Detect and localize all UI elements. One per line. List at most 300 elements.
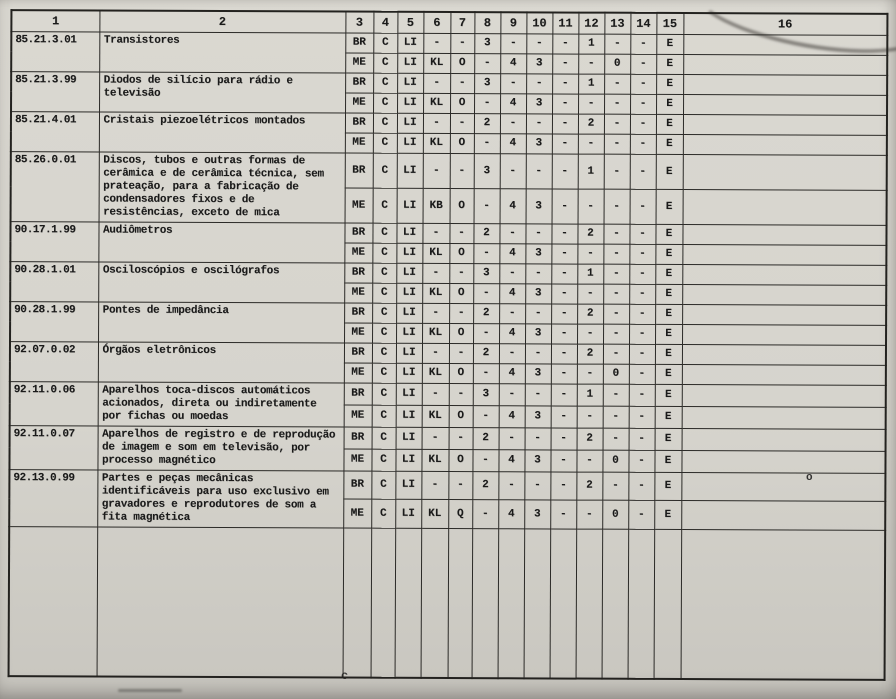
- value-cell: -: [450, 153, 474, 188]
- value-cell: -: [449, 343, 473, 363]
- value-cell: -: [551, 383, 577, 405]
- value-cell: -: [630, 94, 656, 114]
- column-header: 9: [500, 12, 526, 33]
- value-cell: -: [628, 450, 654, 472]
- value-cell: -: [525, 343, 551, 363]
- item-subrow: [11, 31, 887, 55]
- value-cell: -: [551, 243, 577, 263]
- value-cell: C: [373, 133, 397, 153]
- subrow-label: ME: [343, 499, 371, 528]
- column-header: 13: [604, 13, 630, 34]
- value-cell: 2: [577, 224, 603, 244]
- item-subrow: [10, 425, 886, 451]
- value-cell: LI: [396, 427, 422, 449]
- value-cell: 0: [604, 54, 630, 74]
- value-cell: O: [450, 53, 474, 73]
- value-cell: 3: [526, 93, 552, 113]
- value-cell: E: [654, 500, 681, 529]
- value-cell: [682, 406, 886, 429]
- value-cell: O: [449, 283, 473, 303]
- value-cell: -: [423, 113, 450, 133]
- value-cell: E: [655, 364, 682, 384]
- value-cell: 4: [500, 133, 526, 153]
- value-cell: 3: [525, 283, 551, 303]
- subrow-label: ME: [344, 363, 372, 383]
- value-cell: -: [603, 224, 629, 244]
- value-cell: -: [498, 471, 524, 500]
- value-cell: -: [499, 427, 525, 449]
- item-code: 90.28.1.99: [10, 301, 98, 341]
- empty-cell: [524, 528, 551, 678]
- item-description: Transistores: [99, 31, 345, 72]
- value-cell: -: [474, 53, 500, 73]
- value-cell: -: [604, 189, 630, 224]
- value-cell: [683, 154, 887, 190]
- value-cell: -: [630, 34, 656, 54]
- value-cell: C: [372, 303, 396, 323]
- value-cell: -: [449, 303, 473, 323]
- item-code: 90.28.1.01: [10, 261, 98, 301]
- value-cell: LI: [395, 471, 421, 500]
- value-cell: KB: [423, 188, 450, 223]
- value-cell: -: [552, 93, 578, 113]
- item-subrow: [10, 261, 886, 285]
- item-subrow: [10, 381, 886, 407]
- value-cell: E: [656, 114, 683, 134]
- value-cell: -: [499, 263, 525, 283]
- item-code: 92.07.0.02: [10, 341, 98, 381]
- value-cell: -: [525, 383, 551, 405]
- value-cell: [682, 264, 886, 285]
- value-cell: C: [372, 323, 396, 343]
- value-cell: -: [629, 304, 655, 324]
- value-cell: C: [373, 73, 397, 93]
- value-cell: LI: [396, 343, 422, 363]
- value-cell: LI: [396, 303, 422, 323]
- value-cell: E: [656, 54, 683, 74]
- value-cell: E: [654, 450, 681, 472]
- column-header: 16: [683, 13, 887, 35]
- value-cell: -: [551, 363, 577, 383]
- item-code: 90.17.1.99: [10, 221, 98, 261]
- value-cell: C: [371, 499, 395, 528]
- value-cell: 2: [473, 343, 499, 363]
- item-code: 92.11.0.07: [9, 425, 97, 469]
- value-cell: C: [373, 33, 397, 53]
- value-cell: C: [373, 113, 397, 133]
- value-cell: -: [603, 244, 629, 264]
- value-cell: 2: [472, 471, 498, 500]
- value-cell: -: [629, 364, 655, 384]
- value-cell: LI: [396, 405, 422, 427]
- item-code: 85.21.4.01: [11, 111, 99, 151]
- value-cell: [683, 134, 887, 155]
- value-cell: 2: [577, 428, 603, 450]
- item-description: Aparelhos de registro e de reprodução de imagem e som em televisão, por processo magnético: [97, 425, 343, 470]
- value-cell: LI: [397, 93, 423, 113]
- value-cell: -: [422, 427, 449, 449]
- item-description: Diodos de silício para rádio e televisão: [99, 71, 345, 112]
- table-body: [9, 31, 888, 680]
- value-cell: C: [372, 343, 396, 363]
- value-cell: 3: [525, 363, 551, 383]
- subrow-label: ME: [344, 323, 372, 343]
- empty-cell: [681, 529, 886, 680]
- value-cell: -: [472, 449, 498, 471]
- value-cell: -: [628, 500, 654, 529]
- value-cell: [682, 304, 886, 325]
- value-cell: E: [656, 94, 683, 114]
- value-cell: -: [550, 449, 576, 471]
- subrow-label: ME: [344, 243, 372, 263]
- empty-cell: [576, 529, 603, 679]
- value-cell: LI: [397, 73, 423, 93]
- value-cell: 2: [577, 344, 603, 364]
- value-cell: C: [372, 383, 396, 405]
- value-cell: [683, 54, 887, 75]
- value-cell: [681, 472, 885, 501]
- item-subrow: [10, 301, 886, 325]
- value-cell: KL: [421, 499, 448, 528]
- value-cell: -: [550, 500, 576, 529]
- value-cell: [683, 189, 887, 225]
- value-cell: 0: [603, 364, 629, 384]
- value-cell: -: [603, 344, 629, 364]
- value-cell: C: [372, 243, 396, 263]
- value-cell: [682, 344, 886, 365]
- subrow-label: BR: [344, 303, 372, 323]
- value-cell: E: [656, 134, 683, 154]
- value-cell: [681, 450, 885, 473]
- value-cell: 4: [499, 283, 525, 303]
- value-cell: -: [629, 324, 655, 344]
- value-cell: LI: [397, 188, 423, 223]
- item-code: 85.21.3.99: [11, 71, 99, 111]
- value-cell: -: [473, 243, 499, 263]
- value-cell: O: [449, 405, 473, 427]
- value-cell: -: [499, 223, 525, 243]
- value-cell: -: [604, 134, 630, 154]
- value-cell: LI: [396, 363, 422, 383]
- value-cell: -: [473, 363, 499, 383]
- scan-artifact-mark: o: [806, 472, 813, 484]
- value-cell: 3: [526, 133, 552, 153]
- tariff-table: [8, 9, 889, 681]
- value-cell: E: [655, 344, 682, 364]
- value-cell: -: [630, 189, 656, 224]
- empty-cell: [602, 529, 629, 679]
- value-cell: LI: [396, 263, 422, 283]
- value-cell: LI: [397, 53, 423, 73]
- value-cell: 4: [500, 93, 526, 113]
- value-cell: 2: [474, 113, 500, 133]
- value-cell: -: [628, 472, 654, 501]
- value-cell: -: [551, 427, 577, 449]
- value-cell: -: [552, 133, 578, 153]
- value-cell: O: [450, 93, 474, 113]
- value-cell: [682, 428, 886, 451]
- value-cell: 3: [473, 263, 499, 283]
- item-description: Osciloscópios e oscilógrafos: [98, 261, 344, 302]
- subrow-label: ME: [344, 283, 372, 303]
- value-cell: 4: [499, 405, 525, 427]
- value-cell: O: [450, 188, 474, 223]
- value-cell: -: [500, 33, 526, 53]
- value-cell: [683, 94, 887, 115]
- column-header: 8: [474, 12, 500, 33]
- value-cell: C: [372, 263, 396, 283]
- value-cell: 2: [576, 472, 602, 501]
- value-cell: KL: [422, 323, 449, 343]
- value-cell: -: [449, 263, 473, 283]
- value-cell: -: [525, 263, 551, 283]
- value-cell: -: [551, 223, 577, 243]
- value-cell: O: [449, 243, 473, 263]
- value-cell: -: [578, 189, 604, 224]
- value-cell: [682, 224, 886, 245]
- value-cell: E: [655, 224, 682, 244]
- value-cell: LI: [396, 323, 422, 343]
- item-subrow: [11, 111, 887, 135]
- value-cell: -: [526, 153, 552, 188]
- value-cell: -: [499, 383, 525, 405]
- subrow-label: ME: [345, 188, 373, 223]
- empty-cell: [654, 529, 682, 679]
- value-cell: -: [578, 94, 604, 114]
- value-cell: -: [449, 383, 473, 405]
- column-header: 6: [423, 12, 450, 33]
- value-cell: -: [551, 405, 577, 427]
- value-cell: 2: [578, 114, 604, 134]
- value-cell: 1: [578, 34, 604, 54]
- value-cell: [683, 74, 887, 95]
- value-cell: -: [473, 405, 499, 427]
- value-cell: -: [525, 427, 551, 449]
- value-cell: 4: [498, 500, 524, 529]
- value-cell: C: [373, 93, 397, 113]
- value-cell: -: [422, 383, 449, 405]
- value-cell: -: [422, 263, 449, 283]
- empty-cell: [9, 526, 98, 676]
- value-cell: -: [629, 384, 655, 406]
- column-header: 15: [656, 13, 683, 34]
- value-cell: -: [449, 427, 473, 449]
- value-cell: -: [629, 406, 655, 428]
- value-cell: -: [603, 428, 629, 450]
- value-cell: -: [552, 113, 578, 133]
- value-cell: -: [576, 500, 602, 529]
- empty-cell: [550, 528, 577, 678]
- value-cell: O: [449, 323, 473, 343]
- value-cell: 3: [525, 323, 551, 343]
- value-cell: [682, 384, 886, 407]
- value-cell: -: [450, 113, 474, 133]
- value-cell: -: [551, 343, 577, 363]
- value-cell: 4: [499, 323, 525, 343]
- value-cell: -: [604, 34, 630, 54]
- value-cell: E: [655, 264, 682, 284]
- value-cell: E: [655, 244, 682, 264]
- value-cell: -: [629, 428, 655, 450]
- value-cell: -: [423, 73, 450, 93]
- value-cell: -: [630, 134, 656, 154]
- value-cell: -: [603, 384, 629, 406]
- value-cell: LI: [396, 383, 422, 405]
- empty-cell: [343, 528, 372, 678]
- value-cell: -: [604, 94, 630, 114]
- value-cell: -: [576, 450, 602, 472]
- value-cell: LI: [397, 153, 423, 188]
- value-cell: -: [421, 471, 448, 500]
- subrow-label: ME: [344, 405, 372, 427]
- value-cell: E: [656, 74, 683, 94]
- value-cell: 3: [473, 383, 499, 405]
- value-cell: E: [656, 34, 683, 54]
- subrow-label: BR: [345, 33, 373, 53]
- value-cell: E: [655, 428, 682, 450]
- value-cell: -: [577, 364, 603, 384]
- empty-cell: [448, 528, 473, 678]
- value-cell: -: [577, 324, 603, 344]
- value-cell: -: [525, 223, 551, 243]
- value-cell: E: [655, 406, 682, 428]
- value-cell: LI: [397, 33, 423, 53]
- value-cell: -: [551, 323, 577, 343]
- value-cell: -: [603, 264, 629, 284]
- value-cell: KL: [423, 93, 450, 113]
- value-cell: -: [604, 154, 630, 189]
- column-header: 5: [397, 12, 423, 33]
- value-cell: -: [474, 133, 500, 153]
- value-cell: 1: [578, 74, 604, 94]
- value-cell: C: [373, 188, 397, 223]
- value-cell: 3: [474, 153, 500, 188]
- value-cell: E: [655, 284, 682, 304]
- value-cell: -: [630, 154, 656, 189]
- value-cell: -: [629, 244, 655, 264]
- value-cell: -: [604, 74, 630, 94]
- subrow-label: BR: [345, 73, 373, 93]
- item-description: Aparelhos toca-discos automáticos acionados, direta ou indiretamente por fichas ou moedas: [98, 381, 344, 426]
- value-cell: -: [450, 73, 474, 93]
- value-cell: -: [472, 500, 498, 529]
- subrow-label: BR: [344, 343, 372, 363]
- value-cell: 3: [526, 188, 552, 223]
- item-subrow: [10, 221, 886, 245]
- item-description: Audiômetros: [98, 221, 344, 262]
- value-cell: C: [372, 405, 396, 427]
- value-cell: -: [474, 93, 500, 113]
- value-cell: 3: [524, 500, 550, 529]
- value-cell: -: [474, 188, 500, 223]
- value-cell: -: [526, 113, 552, 133]
- value-cell: 1: [577, 264, 603, 284]
- value-cell: 1: [577, 384, 603, 406]
- subrow-label: ME: [345, 53, 373, 73]
- value-cell: -: [422, 303, 449, 323]
- value-cell: 4: [498, 449, 524, 471]
- value-cell: -: [422, 343, 449, 363]
- value-cell: 1: [578, 154, 604, 189]
- value-cell: -: [603, 284, 629, 304]
- value-cell: -: [552, 53, 578, 73]
- value-cell: KL: [422, 283, 449, 303]
- value-cell: [683, 34, 887, 55]
- value-cell: -: [630, 54, 656, 74]
- value-cell: C: [371, 449, 395, 471]
- value-cell: -: [448, 471, 472, 500]
- value-cell: [682, 324, 886, 345]
- item-description: Cristais piezoelétricos montados: [99, 111, 345, 152]
- value-cell: -: [629, 264, 655, 284]
- value-cell: [681, 501, 885, 530]
- value-cell: -: [629, 224, 655, 244]
- value-cell: C: [371, 471, 395, 500]
- value-cell: -: [423, 33, 450, 53]
- value-cell: -: [603, 324, 629, 344]
- subrow-label: ME: [343, 449, 371, 471]
- item-description: Órgãos eletrônicos: [98, 341, 344, 382]
- value-cell: -: [500, 73, 526, 93]
- value-cell: -: [578, 54, 604, 74]
- column-header: 2: [99, 10, 345, 32]
- value-cell: -: [630, 114, 656, 134]
- column-header: 7: [450, 12, 474, 33]
- value-cell: LI: [397, 113, 423, 133]
- value-cell: E: [655, 324, 682, 344]
- value-cell: 2: [473, 303, 499, 323]
- value-cell: 3: [526, 53, 552, 73]
- value-cell: 3: [525, 405, 551, 427]
- value-cell: O: [449, 363, 473, 383]
- value-cell: LI: [395, 499, 421, 528]
- value-cell: C: [373, 53, 397, 73]
- value-cell: -: [604, 114, 630, 134]
- value-cell: -: [552, 33, 578, 53]
- filler-row: [9, 526, 886, 680]
- value-cell: [682, 364, 886, 385]
- value-cell: 3: [474, 33, 500, 53]
- value-cell: 2: [473, 223, 499, 243]
- value-cell: -: [551, 303, 577, 323]
- value-cell: -: [629, 284, 655, 304]
- value-cell: -: [499, 343, 525, 363]
- empty-cell: [395, 528, 422, 678]
- item-description: Pontes de impedância: [98, 301, 344, 342]
- value-cell: E: [656, 154, 683, 189]
- subrow-label: BR: [345, 153, 373, 188]
- value-cell: -: [550, 471, 576, 500]
- value-cell: -: [473, 283, 499, 303]
- item-code: 92.13.0.99: [9, 469, 97, 526]
- column-header: 3: [345, 12, 373, 33]
- value-cell: 2: [473, 427, 499, 449]
- empty-cell: [628, 529, 655, 679]
- value-cell: [682, 284, 886, 305]
- value-cell: C: [372, 283, 396, 303]
- scan-artifact-mark: c: [341, 669, 349, 683]
- value-cell: -: [551, 263, 577, 283]
- value-cell: O: [450, 133, 474, 153]
- value-cell: -: [629, 344, 655, 364]
- item-subrow: [11, 71, 887, 95]
- item-subrow: [10, 341, 886, 365]
- value-cell: -: [422, 223, 449, 243]
- value-cell: 4: [500, 188, 526, 223]
- value-cell: O: [448, 449, 472, 471]
- value-cell: KL: [423, 53, 450, 73]
- value-cell: [683, 114, 887, 135]
